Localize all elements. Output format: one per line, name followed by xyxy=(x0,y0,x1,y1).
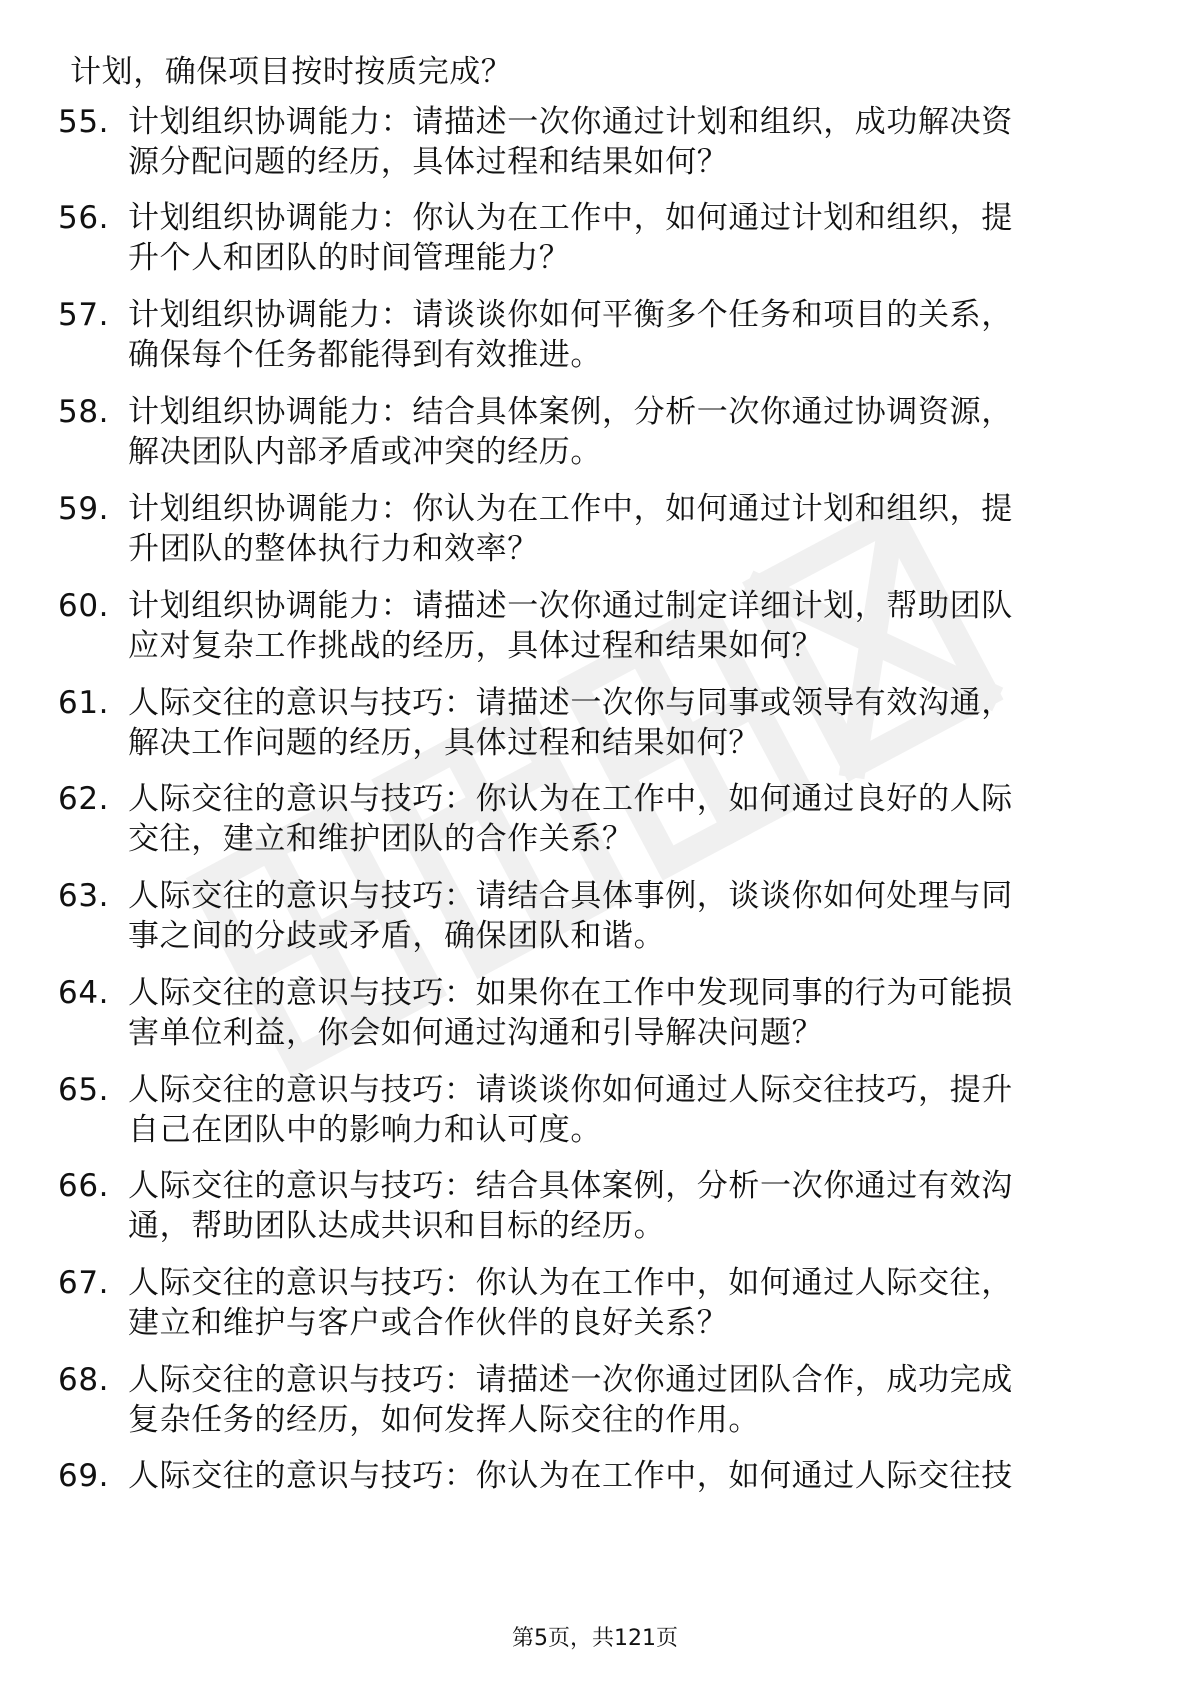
question-line: 人际交往的意识与技巧：如果你在工作中发现同事的行为可能损 xyxy=(128,975,1013,1011)
question-number: 65. xyxy=(58,1072,110,1108)
question-number: 58. xyxy=(58,394,110,430)
question-number: 69. xyxy=(58,1458,110,1494)
question-number: 56. xyxy=(58,200,110,236)
question-line: 复杂任务的经历，如何发挥人际交往的作用。 xyxy=(128,1402,760,1438)
question-text xyxy=(128,586,1113,666)
question-text xyxy=(128,1166,1113,1246)
question-number: 60. xyxy=(58,588,110,624)
question-line: 人际交往的意识与技巧：你认为在工作中，如何通过人际交往， xyxy=(128,1265,1013,1301)
question-text xyxy=(128,1070,1113,1150)
question-number: 67. xyxy=(58,1265,110,1301)
question-line: 计划组织协调能力：请谈谈你如何平衡多个任务和项目的关系， xyxy=(128,297,1013,333)
page-footer: 第5页，共121页 xyxy=(512,1626,678,1651)
question-line: 人际交往的意识与技巧：你认为在工作中，如何通过人际交往技 xyxy=(128,1458,1013,1494)
question-line: 解决工作问题的经历，具体过程和结果如何？ xyxy=(128,725,760,761)
question-text xyxy=(128,876,1113,956)
question-number: 57. xyxy=(58,297,110,333)
question-text xyxy=(128,779,1113,859)
question-number: 66. xyxy=(58,1168,110,1204)
question-text xyxy=(128,973,1113,1053)
question-line: 确保每个任务都能得到有效推进。 xyxy=(128,337,602,373)
question-line: 害单位利益，你会如何通过沟通和引导解决问题？ xyxy=(128,1015,824,1051)
question-line: 计划组织协调能力：结合具体案例，分析一次你通过协调资源， xyxy=(128,394,1013,430)
question-number: 55. xyxy=(58,104,110,140)
question-line: 建立和维护与客户或合作伙伴的良好关系？ xyxy=(128,1305,729,1341)
question-text xyxy=(128,295,1113,375)
question-line: 应对复杂工作挑战的经历，具体过程和结果如何？ xyxy=(128,628,824,664)
question-line: 计划组织协调能力：你认为在工作中，如何通过计划和组织，提 xyxy=(128,491,1013,527)
question-number: 63. xyxy=(58,878,110,914)
question-text xyxy=(128,1456,1113,1496)
question-number: 61. xyxy=(58,685,110,721)
question-number: 64. xyxy=(58,975,110,1011)
question-line: 交往，建立和维护团队的合作关系？ xyxy=(128,821,634,857)
question-line: 自己在团队中的影响力和认可度。 xyxy=(128,1112,602,1148)
question-line: 人际交往的意识与技巧：你认为在工作中，如何通过良好的人际 xyxy=(128,781,1013,817)
question-number: 68. xyxy=(58,1362,110,1398)
question-line: 人际交往的意识与技巧：请描述一次你通过团队合作，成功完成 xyxy=(128,1362,1013,1398)
question-text xyxy=(128,1360,1113,1440)
question-line: 人际交往的意识与技巧：请结合具体事例，谈谈你如何处理与同 xyxy=(128,878,1013,914)
question-number: 62. xyxy=(58,781,110,817)
question-text xyxy=(128,1263,1113,1343)
question-line: 计划组织协调能力：你认为在工作中，如何通过计划和组织，提 xyxy=(128,200,1013,236)
question-line: 解决团队内部矛盾或冲突的经历。 xyxy=(128,434,602,470)
question-text xyxy=(128,489,1113,569)
question-line: 人际交往的意识与技巧：请描述一次你与同事或领导有效沟通， xyxy=(128,685,1013,721)
question-text xyxy=(128,392,1113,472)
question-number: 59. xyxy=(58,491,110,527)
question-line: 事之间的分歧或矛盾，确保团队和谐。 xyxy=(128,918,666,954)
question-line: 人际交往的意识与技巧：结合具体案例，分析一次你通过有效沟 xyxy=(128,1168,1013,1204)
continuation-text: 计划，确保项目按时按质完成？ xyxy=(70,54,513,90)
question-line: 人际交往的意识与技巧：请谈谈你如何通过人际交往技巧，提升 xyxy=(128,1072,1013,1108)
question-line: 计划组织协调能力：请描述一次你通过计划和组织，成功解决资 xyxy=(128,104,1013,140)
question-line: 通，帮助团队达成共识和目标的经历。 xyxy=(128,1208,666,1244)
question-text xyxy=(128,102,1113,182)
question-text xyxy=(128,683,1113,763)
question-line: 计划组织协调能力：请描述一次你通过制定详细计划，帮助团队 xyxy=(128,588,1013,624)
question-text xyxy=(128,198,1113,278)
question-line: 升个人和团队的时间管理能力？ xyxy=(128,240,571,276)
question-line: 源分配问题的经历，具体过程和结果如何？ xyxy=(128,144,729,180)
question-line: 升团队的整体执行力和效率？ xyxy=(128,531,539,567)
